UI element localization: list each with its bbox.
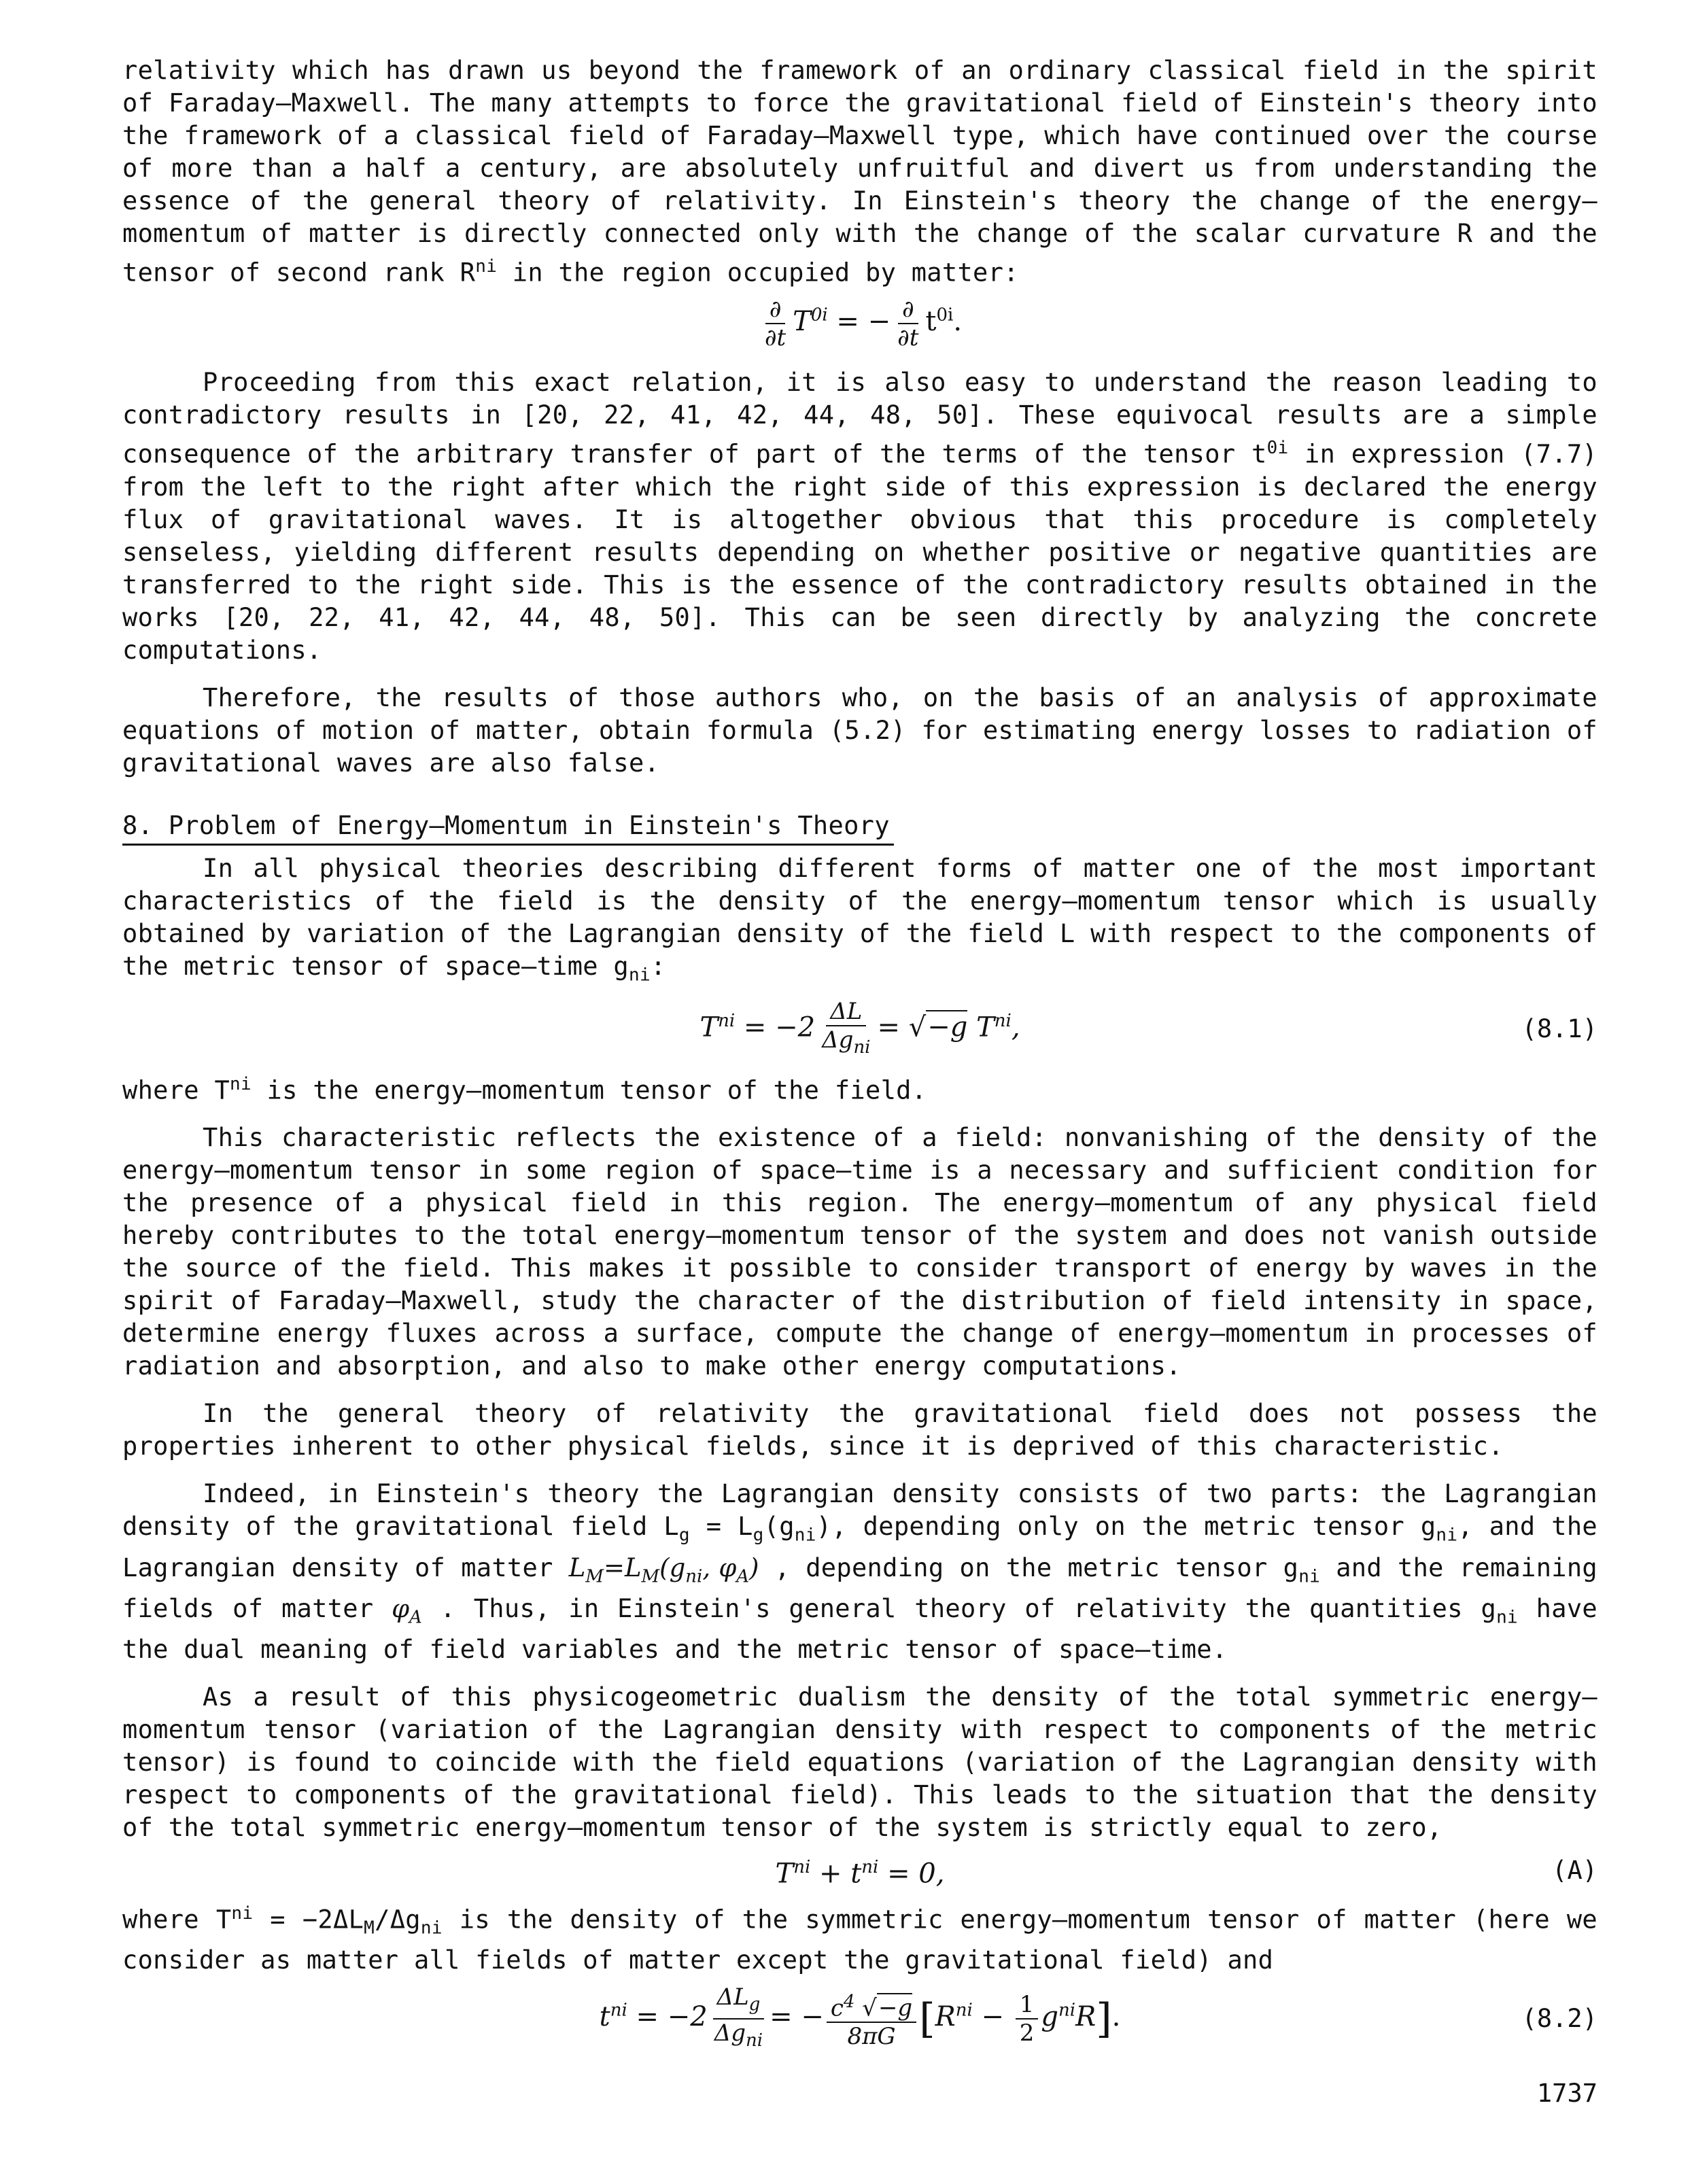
equation-8-2: $t^{ni} = -2$ $\frac{\Delta L_g}{\Delta g_{ni}}$ = − $\frac{c^4 √-g}{8\pi G}$ [$R^{ni}$ − $\frac{1}{2}$ $g^{ni}R$]. (8.2): [599, 1983, 1597, 2051]
equation-8-1: $T^{ni} = -2$ $\frac{\Delta L}{\Delta g_{ni}}$ = √−g $T^{ni}$, (8.1): [699, 998, 1597, 1058]
equation-number-8-2: (8.2): [1521, 2004, 1597, 2034]
equation-energy-flux: $\frac{\partial}{\partial t}$ $T^{0i}$ = − $\frac{\partial}{\partial t}$ $t^{0i}$.: [764, 296, 963, 352]
equation-number-A: (A): [1552, 1856, 1597, 1885]
section-heading: 8. Problem of Energy—Momentum in Einstein's Theory: [122, 810, 1597, 846]
paragraph-2: Proceeding from this exact relation, it is also easy to understand the reason leading to contradictory results in [20, 22, 41, 42, 44, 48, 50]. These equivocal results are a simple consequence of the arbitrary transfer of part of the terms of the tensor $t^{0i}$ in expression (7.7) from the left to the right after which the right side of this expression is declared the energy flux of gravitational waves. It is altogether obvious that this procedure is completely senseless, yielding different results depending on whether positive or negative quantities are transferred to the right side. This is the essence of the contradictory results obtained in the works [20, 22, 41, 42, 44, 48, 50]. This can be seen directly by analyzing the concrete computations.: [122, 368, 1597, 665]
paragraph-9: As a result of this physicogeometric dualism the density of the total symmetric energy—momentum tensor (variation of the Lagrangian density with respect to components of the metric tensor) is found to coincide with the field equations (variation of the Lagrangian density with respect to components of the gravitational field). This leads to the situation that the density of the total symmetric energy—momentum tensor of the system is strictly equal to zero,: [122, 1682, 1597, 1843]
paragraph-8: Indeed, in Einstein's theory the Lagrangian density consists of two parts: the Lagrangian density of the gravitational field $L_g = L_g(g_{ni})$, depending only on the metric tensor $g_{ni}$, and the Lagrangian density of matter $L_M=L_M(g_{ni}$, $\varphi_A$) , depending on the metric tensor $g_{ni}$ and the remaining fields of matter $\varphi_A$ . Thus, in Einstein's general theory of relativity the quantities $g_{ni}$ have the dual meaning of field variables and the metric tensor of space—time.: [122, 1479, 1597, 1665]
paragraph-4: In all physical theories describing different forms of matter one of the most important characteristics of the field is the density of the energy—momentum tensor which is usually obtained by variation of the Lagrangian density of the field L with respect to the components of the metric tensor of space—time $g_{ni}$:: [122, 853, 1597, 986]
paragraph-7: In the general theory of relativity the gravitational field does not possess the properties inherent to other physical fields, since it is deprived of this characteristic.: [122, 1399, 1597, 1461]
page-content: [122, 54, 1597, 2054]
page-number: 1737: [1536, 2079, 1597, 2108]
paragraph-5: where $T^{ni}$ is the energy—momentum tensor of the field.: [122, 1073, 927, 1105]
equation-A: $T^{ni} + t^{ni} = 0$, (A): [775, 1856, 1597, 1890]
paragraph-10: where $T^{ni} = -2\Delta L_M/\Delta g_{ni}$ is the density of the symmetric energy—momentum tensor of matter (here we consider as matter all fields of matter except the gravitational field) and: [122, 1903, 1598, 1975]
paragraph-1: relativity which has drawn us beyond the framework of an ordinary classical field in the spirit of Faraday—Maxwell. The many attempts to force the gravitational field of Einstein's theory into the framework of a classical field of Faraday—Maxwell type, which have continued over the course of more than a half a century, are absolutely unfruitful and divert us from understanding the essence of the general theory of relativity. In Einstein's theory the change of the energy—momentum of matter is directly connected only with the change of the scalar curvature R and the tensor of second rank $R^{ni}$ in the region occupied by matter:: [122, 56, 1597, 288]
paragraph-3: Therefore, the results of those authors who, on the basis of an analysis of approximate equations of motion of matter, obtain formula (5.2) for estimating energy losses to radiation of gravitational waves are also false.: [122, 682, 1597, 778]
equation-number-8-1: (8.1): [1521, 1014, 1597, 1044]
paragraph-6: This characteristic reflects the existence of a field: nonvanishing of the density of the energy—momentum tensor in some region of space—time is a necessary and sufficient condition for the presence of a physical field in this region. The energy—momentum of any physical field hereby contributes to the total energy—momentum tensor of the system and does not vanish outside the source of the field. This makes it possible to consider transport of energy by waves in the spirit of Faraday—Maxwell, study the character of the distribution of field intensity in space, determine energy fluxes across a surface, compute the change of energy—momentum in processes of radiation and absorption, and also to make other energy computations.: [122, 1123, 1597, 1381]
